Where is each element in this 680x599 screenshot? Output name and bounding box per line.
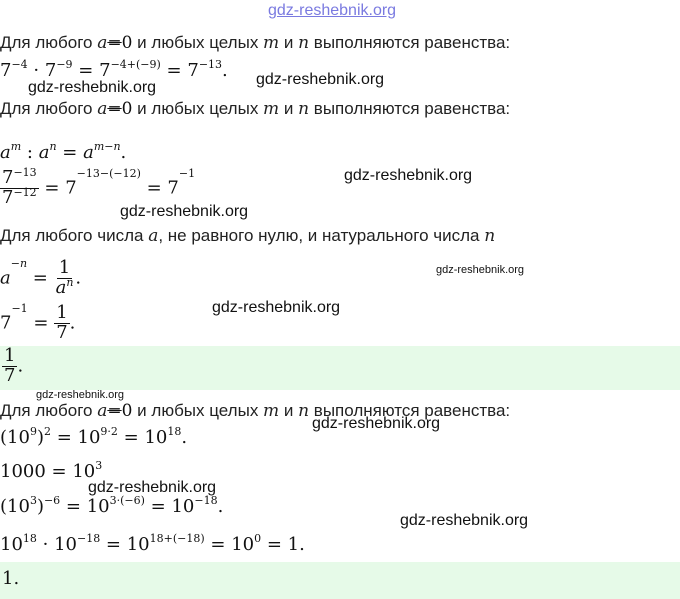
equation-step3: $\frac{7^{-13}}{7^{-12}}$ = $7^{-13-(-12)} = 7^{-1}$: [2, 166, 196, 208]
rule-text: выполняются равенства:: [309, 401, 511, 420]
equation-step9: $10^{18} \cdot 10^{-18} = 10^{18+(-18)} = 10^0 = 1$.: [0, 532, 305, 555]
watermark[interactable]: gdz-reshebnik.org: [344, 167, 473, 184]
rule-text: и любых целых: [132, 99, 264, 118]
rule-text: Для любого: [0, 401, 98, 420]
rule-text: и: [279, 401, 299, 420]
fraction: $\frac{7^{-13}}{7^{-12}}$: [2, 166, 37, 208]
watermark[interactable]: gdz-reshebnik.org: [312, 415, 441, 432]
var-a: a: [97, 401, 108, 421]
equation-step2: $a^m$ : $a^n = a^{m-n}$.: [0, 140, 127, 163]
watermark[interactable]: gdz-reshebnik.org: [436, 264, 525, 276]
var-m: m: [263, 33, 280, 53]
equation-step8: $(10^3)^{-6} = 10^{3\cdot(-6)} = 10^{-18}$.: [0, 494, 224, 517]
watermark[interactable]: gdz-reshebnik.org: [400, 512, 529, 529]
rule-text: выполняются равенства:: [309, 99, 511, 118]
not-equal-zero: =0: [107, 33, 133, 53]
watermark[interactable]: gdz-reshebnik.org: [88, 479, 217, 496]
var-a: a: [97, 99, 108, 119]
var-n: n: [484, 226, 496, 246]
equation-step1: $7^{-4} \cdot 7^{-9} = 7^{-4+(-9)} = 7^{-13}$.: [0, 58, 228, 81]
var-n: n: [298, 401, 310, 421]
rule-text: и любых целых: [132, 33, 264, 52]
rule-line-2: [0, 99, 510, 119]
rule-text: Для любого числа: [0, 226, 149, 245]
equation-step7: $1000 = 10^3$: [0, 459, 103, 482]
answer-fraction: $\frac{1}{7}$ .: [4, 345, 24, 386]
rule-text: , не равного нулю, и натурального числа: [158, 226, 485, 245]
rule-text: и любых целых: [132, 401, 264, 420]
rule-text: Для любого: [0, 33, 98, 52]
var-a: a: [148, 226, 159, 246]
equation-step5: $7^{-1}$ = $\frac{1}{7}$ .: [0, 302, 76, 343]
rule-text: выполняются равенства:: [309, 33, 511, 52]
rule-text: и: [279, 99, 299, 118]
watermark[interactable]: gdz-reshebnik.org: [36, 389, 125, 401]
watermark[interactable]: gdz-reshebnik.org: [120, 203, 249, 220]
answer-block-1: [0, 346, 680, 390]
watermark-top[interactable]: gdz-reshebnik.org: [268, 2, 397, 19]
rule-line-1: [0, 33, 510, 53]
var-n: n: [298, 33, 310, 53]
var-n: n: [298, 99, 310, 119]
watermark[interactable]: gdz-reshebnik.org: [212, 299, 341, 316]
watermark[interactable]: gdz-reshebnik.org: [256, 71, 385, 88]
equation-step6: $(10^9)^2 = 10^{9\cdot 2} = 10^{18}$.: [0, 425, 188, 448]
not-equal-zero: =0: [107, 99, 133, 119]
var-a: a: [97, 33, 108, 53]
answer-block-2: [0, 562, 680, 599]
watermark[interactable]: gdz-reshebnik.org: [28, 79, 157, 96]
var-m: m: [263, 99, 280, 119]
fraction: $\frac{1}{a^n}$: [55, 257, 74, 298]
rule-text: Для любого: [0, 99, 98, 118]
answer-value: 1.: [2, 568, 20, 589]
not-equal-zero: =0: [107, 401, 133, 421]
fraction: $\frac{1}{7}$: [56, 302, 68, 343]
var-m: m: [263, 401, 280, 421]
equation-step4: $a^{-n}$ = $\frac{1}{a^n}$ .: [0, 257, 82, 298]
rule-text: и: [279, 33, 299, 52]
rule-line-3: [0, 226, 495, 246]
